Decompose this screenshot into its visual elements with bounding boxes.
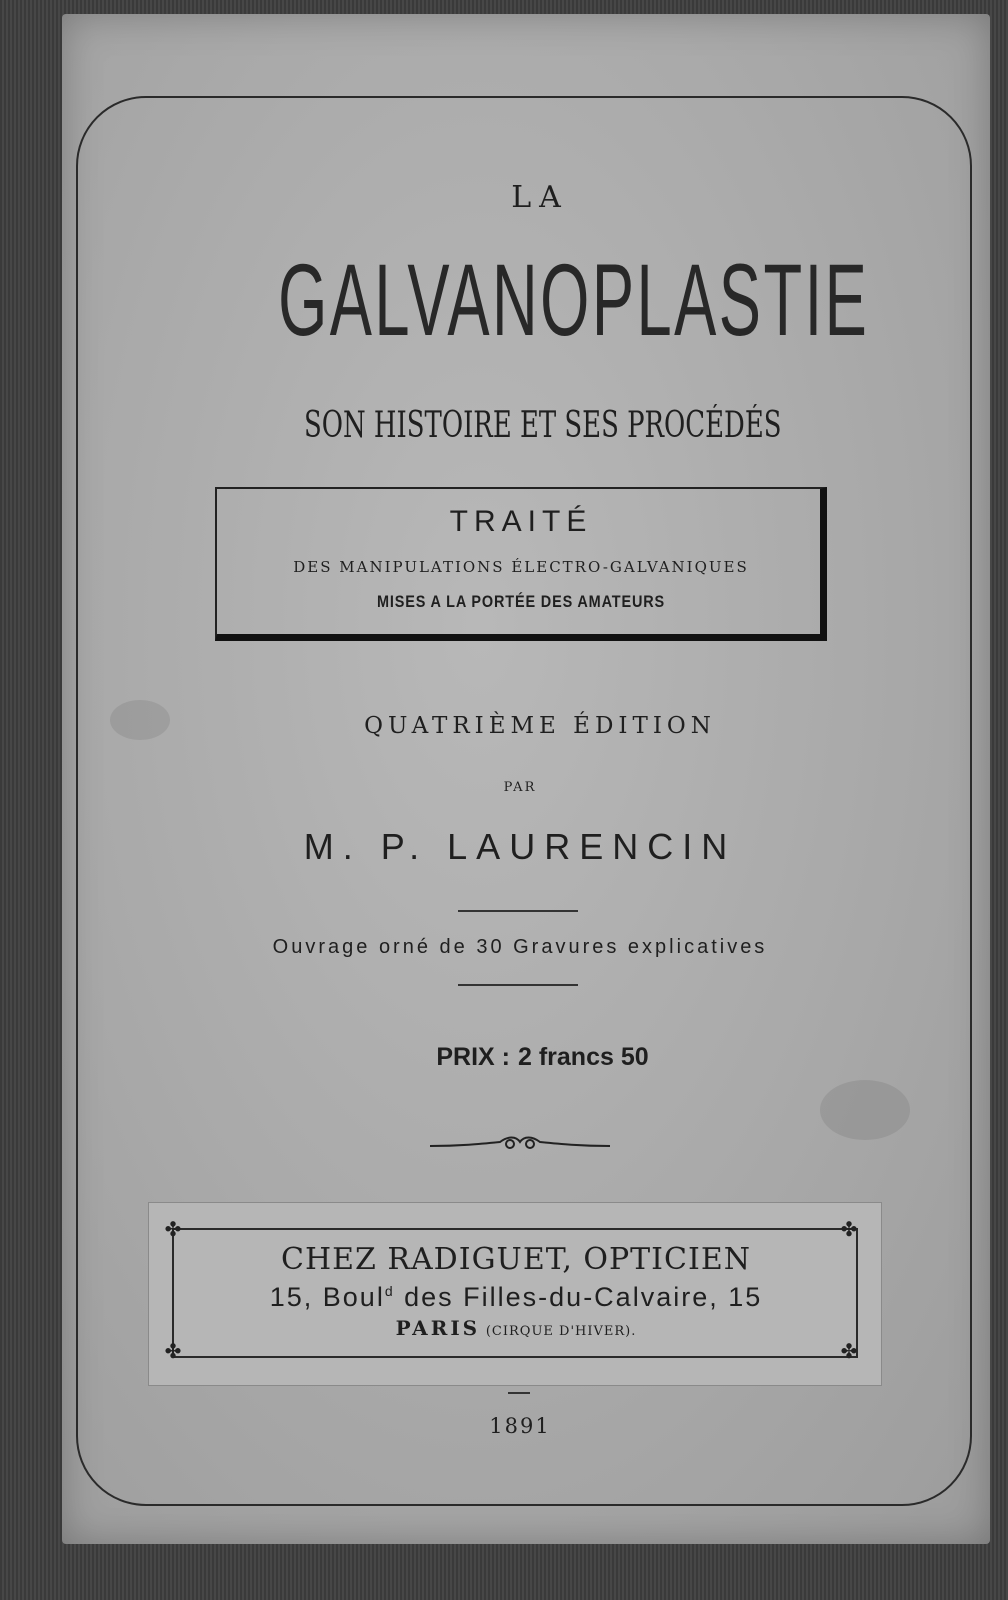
corner-ornament-icon: ✤ <box>840 1339 858 1363</box>
price-label: PRIX : <box>436 1043 510 1071</box>
publication-year: 1891 <box>489 1414 551 1438</box>
address-superscript: d <box>384 1283 395 1299</box>
traite-audience: MISES A LA PORTÉE DES AMATEURS <box>376 592 666 611</box>
edition: QUATRIÈME ÉDITION <box>364 713 716 739</box>
publisher-name: CHEZ RADIGUET, OPTICIEN <box>281 1242 751 1277</box>
illustrations-note: Ouvrage orné de 30 Gravures explicatives <box>272 936 768 958</box>
publisher-address <box>176 1282 856 1313</box>
corner-ornament-icon: ✤ <box>164 1217 182 1241</box>
book-title: GALVANOPLASTIE <box>278 243 870 357</box>
price-value: 2 francs 50 <box>518 1043 649 1071</box>
title-article: LA <box>511 180 569 215</box>
corner-ornament-icon: ✤ <box>840 1217 858 1241</box>
publisher-city: PARIS <box>395 1316 481 1340</box>
year-dash <box>508 1392 530 1394</box>
author: M. P. LAURENCIN <box>303 826 737 867</box>
corner-ornament-icon: ✤ <box>164 1339 182 1363</box>
ornament-flourish <box>420 1130 620 1158</box>
by-label: PAR <box>503 780 537 795</box>
publisher-city-row <box>176 1316 856 1340</box>
address-prefix: 15, Boul <box>269 1282 385 1312</box>
traite-description: DES MANIPULATIONS ÉLECTRO-GALVANIQUES <box>293 558 749 576</box>
divider-top <box>458 910 578 912</box>
address-rest: des Filles-du-Calvaire, 15 <box>394 1282 763 1312</box>
book-subtitle: SON HISTOIRE ET SES PROCÉDÉS <box>304 405 782 446</box>
traite-heading: TRAITÉ <box>449 505 593 538</box>
publisher-location: (CIRQUE D'HIVER). <box>485 1324 637 1339</box>
divider-bottom <box>458 984 578 986</box>
